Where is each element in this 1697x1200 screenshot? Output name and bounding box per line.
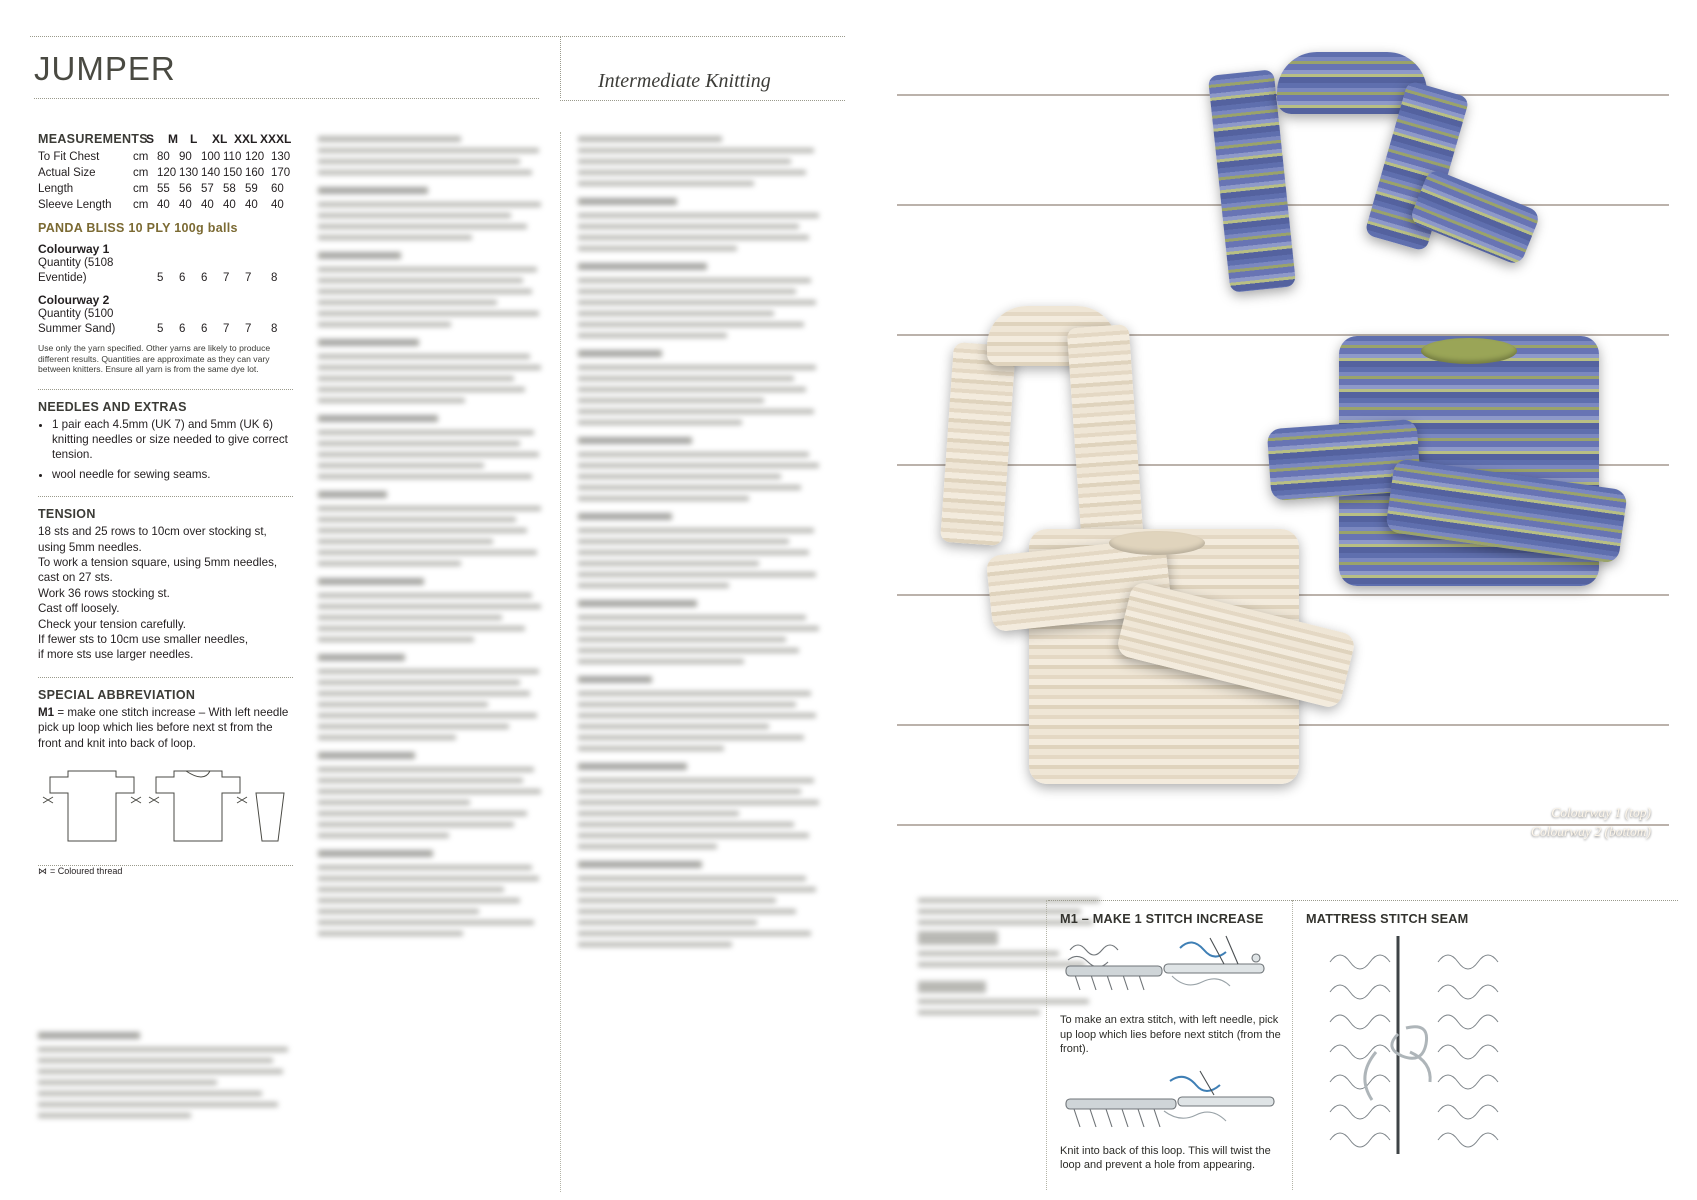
technique-m1-step1: To make an extra stitch, with left needle, pick up loop which lies before next stitch (from the front). <box>1060 1014 1281 1056</box>
page-title: JUMPER <box>34 50 176 87</box>
technique-mattress <box>1306 912 1546 1167</box>
caption-line-1: Colourway 1 (top) <box>1551 805 1651 820</box>
jumper-colourway-2 <box>989 489 1389 799</box>
cell: 40 <box>201 199 214 211</box>
special-abbreviation-heading: SPECIAL ABBREVIATION <box>38 687 196 702</box>
m1-step2-illustration <box>1060 1067 1282 1139</box>
coloured-thread-icon: ⋈ <box>38 866 48 876</box>
row-unit: cm <box>133 199 149 211</box>
size-label: XL <box>212 132 228 146</box>
tension-line: Work 36 rows stocking st. <box>38 586 170 600</box>
cell: 6 <box>179 323 186 335</box>
tension-line: if more sts use larger needles. <box>38 648 194 662</box>
table-row <box>38 165 293 181</box>
cell: 8 <box>271 323 278 335</box>
row-label: Length <box>38 183 74 195</box>
section-divider <box>38 496 293 497</box>
garment-schematic <box>38 763 293 876</box>
cell: 40 <box>271 199 284 211</box>
cell: 110 <box>223 151 242 163</box>
abbreviation-text: = make one stitch increase – With left needle pick up loop which lies before next st from the front and knit into back of loop. <box>38 705 289 750</box>
abbreviation-term: M1 <box>38 705 55 719</box>
schematic-svg <box>38 763 288 855</box>
size-label: M <box>168 132 178 146</box>
instructions-column-3-blurred <box>578 136 826 953</box>
row-unit: cm <box>133 167 149 179</box>
cell: 80 <box>157 151 170 163</box>
technique-m1-step2: Knit into back of this loop. This will twist the loop and prevent a hole from appearing. <box>1060 1144 1271 1172</box>
cell: 57 <box>201 183 214 195</box>
colourway-2-heading: Colourway 2 <box>38 293 110 307</box>
cell: 7 <box>245 272 252 284</box>
section-divider <box>38 677 293 678</box>
technique-vertical-divider-mid <box>1292 900 1293 1190</box>
tension-line: If fewer sts to 10cm use smaller needles, <box>38 632 249 646</box>
column-divider <box>560 132 561 1192</box>
cell: 60 <box>271 183 284 195</box>
schematic-legend <box>38 866 293 877</box>
special-abbreviation-body <box>38 705 293 751</box>
m1-step1-illustration <box>1060 930 1282 1008</box>
mattress-stitch-illustration <box>1306 932 1536 1162</box>
cell: 40 <box>223 199 236 211</box>
colourway-1-qty-label: Quantity (5108 <box>38 257 114 269</box>
technique-vertical-divider-left <box>1046 900 1047 1190</box>
title-underline <box>34 98 539 99</box>
cell: 56 <box>179 183 192 195</box>
cell: 150 <box>223 167 243 179</box>
photo-caption <box>1531 803 1651 841</box>
size-label: XXXL <box>260 132 292 146</box>
info-column <box>38 132 293 876</box>
table-row <box>38 197 293 213</box>
cell: 58 <box>223 183 236 195</box>
cell: 130 <box>271 151 291 163</box>
colourway-2-qty-label: Quantity (5100 <box>38 308 114 320</box>
tension-line: Check your tension carefully. <box>38 617 186 631</box>
caption-line-2: Colourway 2 (bottom) <box>1531 824 1651 839</box>
section-divider <box>38 389 293 390</box>
colourway-2-quantities <box>38 322 293 337</box>
tension-line: 18 sts and 25 rows to 10cm over stocking st, using 5mm needles. <box>38 525 267 554</box>
measurements-table <box>38 149 293 213</box>
cell: 6 <box>201 272 208 284</box>
legend-label: = Coloured thread <box>50 866 123 876</box>
row-label: To Fit Chest <box>38 151 100 163</box>
cell: 40 <box>179 199 192 211</box>
row-unit: cm <box>133 183 149 195</box>
page-subtitle: Intermediate Knitting <box>598 70 771 92</box>
tension-line: To work a tension square, using 5mm needles, cast on 27 sts. <box>38 555 278 585</box>
cell: 40 <box>157 199 170 211</box>
subtitle-underline <box>560 100 845 101</box>
needles-heading: NEEDLES AND EXTRAS <box>38 399 187 414</box>
table-row <box>38 181 293 197</box>
row-unit: cm <box>133 151 149 163</box>
technique-mattress-heading: MATTRESS STITCH SEAM <box>1306 912 1469 926</box>
cell: 130 <box>179 167 199 179</box>
colourway-1-qty-label2: Eventide) <box>38 272 87 284</box>
table-row <box>38 149 293 165</box>
cell: 120 <box>157 167 177 179</box>
cell: 55 <box>157 183 170 195</box>
cell: 90 <box>179 151 192 163</box>
colourway-1-heading: Colourway 1 <box>38 242 110 256</box>
cell: 6 <box>201 323 208 335</box>
right-page <box>900 0 1697 1200</box>
technique-divider <box>1048 900 1678 901</box>
cell: 40 <box>245 199 258 211</box>
list-item: • 1 pair each 4.5mm (UK 7) and 5mm (UK 6) knitting needles or size needed to give correct tension. <box>52 417 293 463</box>
cell: 160 <box>245 167 265 179</box>
product-photo <box>897 34 1669 879</box>
row-label: Sleeve Length <box>38 199 112 211</box>
measurements-heading: MEASUREMENTS <box>38 132 148 146</box>
row-label: Actual Size <box>38 167 96 179</box>
top-divider <box>30 36 845 37</box>
yarn-heading: PANDA BLISS 10 PLY 100g balls <box>38 221 238 235</box>
tension-body <box>38 524 293 663</box>
colourway-1-quantities <box>38 271 293 286</box>
needles-list <box>38 417 293 483</box>
cell: 59 <box>245 183 258 195</box>
instructions-column-2-blurred <box>318 136 548 942</box>
cell: 7 <box>223 272 230 284</box>
size-label: L <box>190 132 198 146</box>
size-header-row <box>146 132 290 146</box>
list-item: • wool needle for sewing seams. <box>52 467 293 482</box>
cell: 7 <box>245 323 252 335</box>
cell: 140 <box>201 167 221 179</box>
technique-m1 <box>1060 912 1282 1173</box>
cell: 5 <box>157 323 164 335</box>
cell: 8 <box>271 272 278 284</box>
tension-heading: TENSION <box>38 507 96 522</box>
cell: 170 <box>271 167 291 179</box>
size-label: XXL <box>234 132 258 146</box>
scarf-colourway-1 <box>1219 52 1489 292</box>
instructions-continued-blurred <box>38 1020 293 1124</box>
size-label: S <box>146 132 155 146</box>
cell: 5 <box>157 272 164 284</box>
cell: 6 <box>179 272 186 284</box>
colourway-2-qty-label2: Summer Sand) <box>38 323 116 335</box>
technique-m1-heading: M1 – MAKE 1 STITCH INCREASE <box>1060 912 1264 926</box>
header-vertical-divider <box>560 36 561 98</box>
yarn-note: Use only the yarn specified. Other yarns are likely to produce different results. Quantities are approximate as they can vary between knitters. Ensure all yarn is from the same dye lot. <box>38 343 271 374</box>
cell: 100 <box>201 151 221 163</box>
cell: 120 <box>245 151 265 163</box>
cell: 7 <box>223 323 230 335</box>
tension-line: Cast off loosely. <box>38 602 120 616</box>
